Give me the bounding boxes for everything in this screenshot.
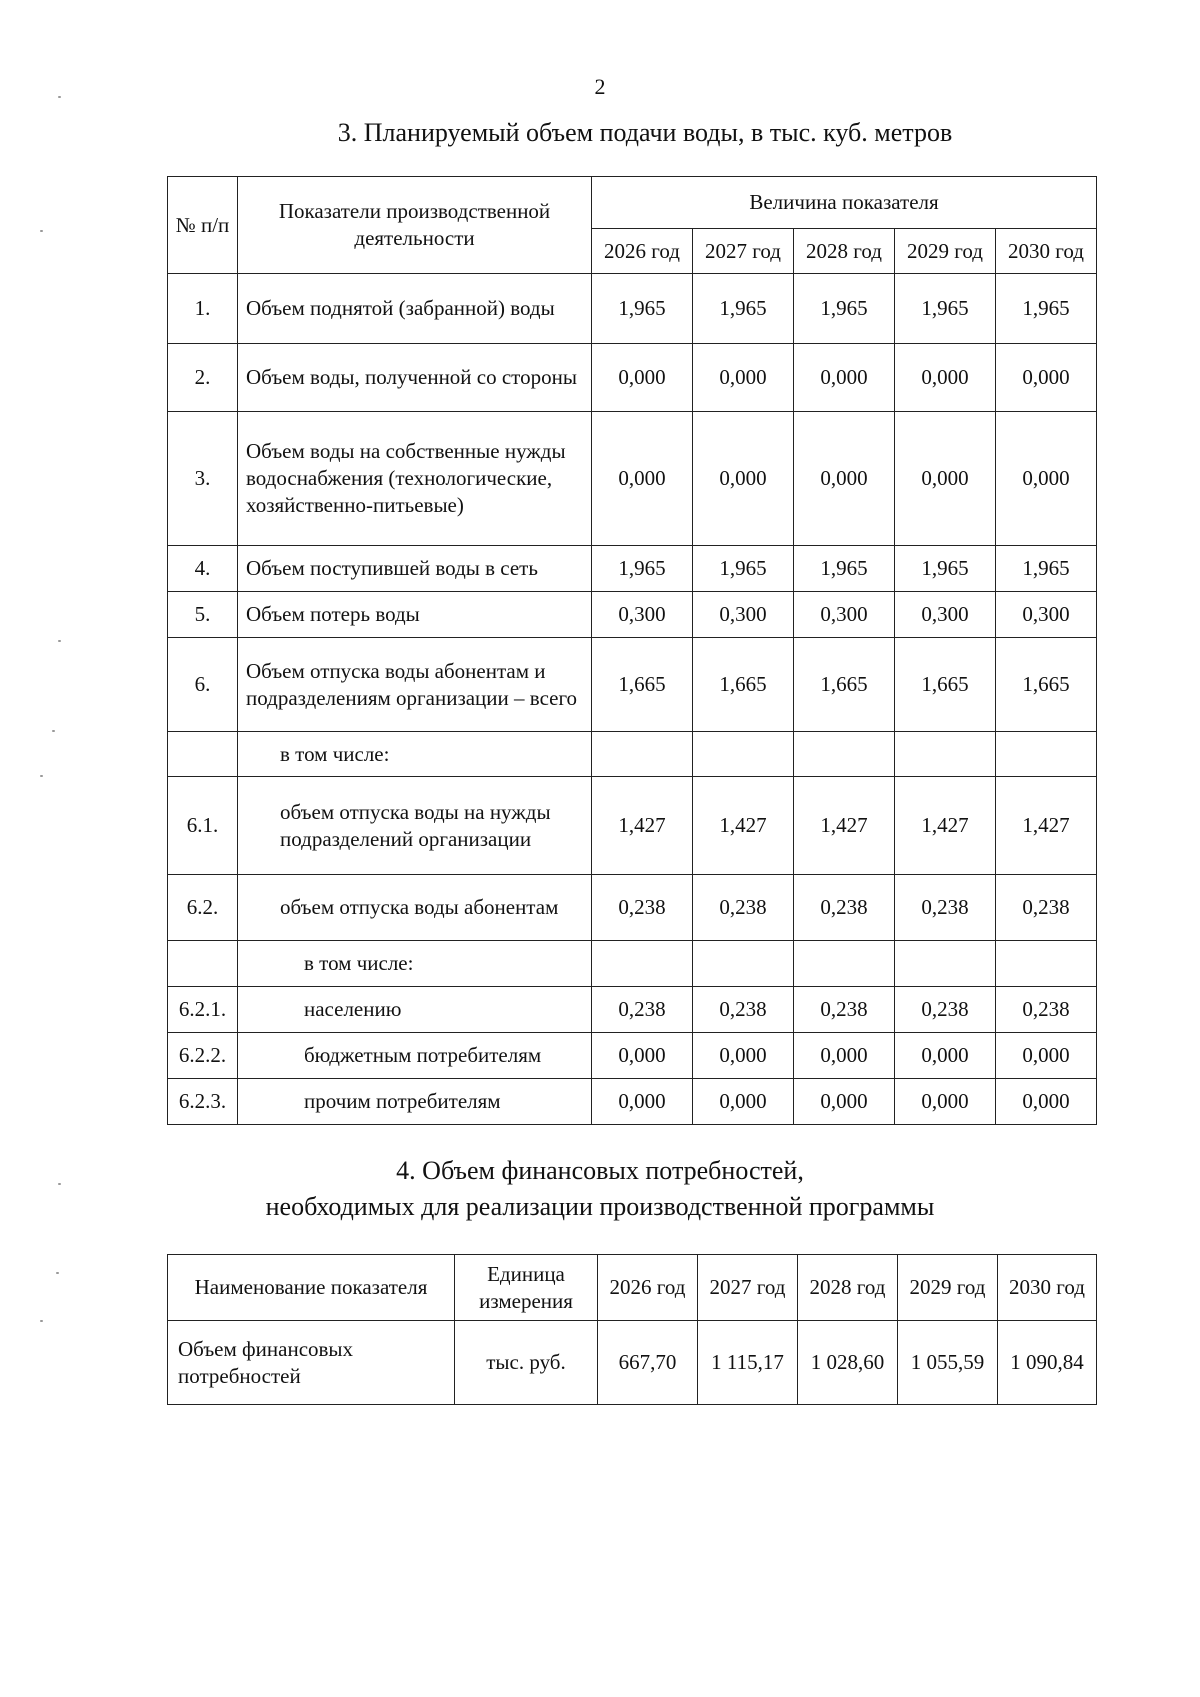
row-num [168, 732, 238, 777]
row-name: Объем потерь воды [238, 592, 592, 638]
row-name: Объем поступившей воды в сеть [238, 546, 592, 592]
row-value: 0,000 [996, 412, 1097, 546]
row-value: 0,000 [996, 1033, 1097, 1079]
row-value: 0,000 [895, 412, 996, 546]
section-4-title-line-2: необходимых для реализации производственной программы [265, 1192, 935, 1221]
row-value: 0,238 [794, 875, 895, 941]
row-value: 0,000 [895, 1033, 996, 1079]
row-num: 6.1. [168, 777, 238, 875]
scan-speck [58, 96, 61, 98]
row-name: бюджетным потребителям [238, 1033, 592, 1079]
scan-speck [40, 230, 43, 232]
row-value: 0,238 [693, 987, 794, 1033]
table-row [168, 638, 1097, 732]
header-year: 2028 год [794, 229, 895, 274]
row-value: 0,000 [693, 412, 794, 546]
row-name: Объем поднятой (забранной) воды [238, 274, 592, 344]
header-num: № п/п [168, 177, 238, 274]
row-value [693, 732, 794, 777]
row-value: 0,238 [592, 875, 693, 941]
table-row [168, 412, 1097, 546]
scan-speck [58, 1183, 61, 1185]
table-row [168, 344, 1097, 412]
row-value: 0,000 [592, 1079, 693, 1125]
section-4-title [0, 1153, 1200, 1225]
row-num: 3. [168, 412, 238, 546]
section-3-title: 3. Планируемый объем подачи воды, в тыс. куб. метров [337, 118, 953, 147]
row-num: 2. [168, 344, 238, 412]
row-value: 1,665 [895, 638, 996, 732]
page-number: 2 [594, 74, 606, 99]
row-value: 0,238 [592, 987, 693, 1033]
row-value: 1,965 [592, 274, 693, 344]
row-value: 0,300 [794, 592, 895, 638]
row-value: 0,000 [592, 1033, 693, 1079]
row-name: в том числе: [238, 941, 592, 987]
row-value [794, 732, 895, 777]
row-value [996, 941, 1097, 987]
row-value: 1,427 [693, 777, 794, 875]
header-year: 2026 год [598, 1255, 698, 1321]
header-unit: Единица измерения [455, 1255, 598, 1321]
row-value: 0,238 [895, 875, 996, 941]
row-value: 0,000 [794, 1079, 895, 1125]
header-year: 2027 год [698, 1255, 798, 1321]
row-value: 0,300 [996, 592, 1097, 638]
header-year: 2029 год [895, 229, 996, 274]
row-value: 0,300 [895, 592, 996, 638]
scan-speck [56, 1272, 59, 1274]
row-value: 1,965 [895, 546, 996, 592]
row-num: 1. [168, 274, 238, 344]
table-row [168, 777, 1097, 875]
row-unit: тыс. руб. [455, 1321, 598, 1405]
table-row [168, 941, 1097, 987]
header-year: 2028 год [798, 1255, 898, 1321]
row-value: 1,427 [895, 777, 996, 875]
row-value: 1,965 [693, 546, 794, 592]
row-name: Объем отпуска воды абонентам и подразделениям организации – всего [238, 638, 592, 732]
row-value: 0,000 [693, 1079, 794, 1125]
header-year: 2029 год [898, 1255, 998, 1321]
row-value: 1,965 [794, 546, 895, 592]
row-name: Объем воды на собственные нужды водоснабжения (технологические, хозяйственно-питьевые) [238, 412, 592, 546]
row-value: 1,427 [794, 777, 895, 875]
table-row [168, 732, 1097, 777]
header-year: 2030 год [996, 229, 1097, 274]
row-value: 1,965 [996, 546, 1097, 592]
row-value: 0,000 [895, 1079, 996, 1125]
header-name: Наименование показателя [168, 1255, 455, 1321]
water-supply-table [167, 176, 1097, 1125]
row-name: объем отпуска воды на нужды подразделений организации [238, 777, 592, 875]
row-value: 1,965 [592, 546, 693, 592]
row-value: 0,238 [693, 875, 794, 941]
row-value: 0,000 [996, 344, 1097, 412]
row-value: 1,427 [996, 777, 1097, 875]
financial-needs-table [167, 1254, 1097, 1405]
row-name: Объем финансовых потребностей [168, 1321, 455, 1405]
row-value: 1,665 [794, 638, 895, 732]
table-row [168, 987, 1097, 1033]
row-value: 0,300 [592, 592, 693, 638]
table-row [168, 546, 1097, 592]
table-row [168, 592, 1097, 638]
row-value: 1 115,17 [698, 1321, 798, 1405]
row-value: 0,000 [592, 344, 693, 412]
row-value: 0,300 [693, 592, 794, 638]
row-value: 0,000 [592, 412, 693, 546]
header-value-group: Величина показателя [592, 177, 1097, 229]
row-num: 5. [168, 592, 238, 638]
table-row [168, 1321, 1097, 1405]
scan-speck [40, 1320, 43, 1322]
row-num: 6. [168, 638, 238, 732]
scan-speck [52, 730, 55, 732]
row-num: 6.2.2. [168, 1033, 238, 1079]
header-year: 2026 год [592, 229, 693, 274]
row-value [996, 732, 1097, 777]
table-row [168, 274, 1097, 344]
row-value: 1,965 [693, 274, 794, 344]
header-year: 2030 год [998, 1255, 1097, 1321]
table-row [168, 1079, 1097, 1125]
row-value [895, 941, 996, 987]
row-value: 0,000 [794, 412, 895, 546]
row-name: Объем воды, полученной со стороны [238, 344, 592, 412]
row-value: 0,000 [996, 1079, 1097, 1125]
row-value: 667,70 [598, 1321, 698, 1405]
scan-speck [58, 640, 61, 642]
row-value [794, 941, 895, 987]
row-value: 0,238 [996, 987, 1097, 1033]
row-num: 4. [168, 546, 238, 592]
row-value: 1,965 [996, 274, 1097, 344]
row-value: 1,965 [895, 274, 996, 344]
scan-speck [40, 775, 43, 777]
row-value: 1,427 [592, 777, 693, 875]
row-value: 1 028,60 [798, 1321, 898, 1405]
header-indicator: Показатели производственной деятельности [238, 177, 592, 274]
row-value: 1,665 [996, 638, 1097, 732]
row-name: прочим потребителям [238, 1079, 592, 1125]
row-value [592, 941, 693, 987]
row-value [693, 941, 794, 987]
row-name: объем отпуска воды абонентам [238, 875, 592, 941]
row-name: населению [238, 987, 592, 1033]
row-value: 0,000 [895, 344, 996, 412]
row-value [895, 732, 996, 777]
row-value: 1,665 [693, 638, 794, 732]
header-year: 2027 год [693, 229, 794, 274]
row-value: 0,000 [693, 344, 794, 412]
row-num [168, 941, 238, 987]
row-num: 6.2. [168, 875, 238, 941]
row-value: 0,000 [794, 344, 895, 412]
row-value [592, 732, 693, 777]
row-value: 1 055,59 [898, 1321, 998, 1405]
row-value: 0,000 [693, 1033, 794, 1079]
row-value: 1,665 [592, 638, 693, 732]
row-name: в том числе: [238, 732, 592, 777]
row-value: 1,965 [794, 274, 895, 344]
row-value: 0,238 [895, 987, 996, 1033]
section-4-title-line-1: 4. Объем финансовых потребностей, [396, 1156, 804, 1185]
row-value: 0,000 [794, 1033, 895, 1079]
row-value: 0,238 [794, 987, 895, 1033]
row-value: 1 090,84 [998, 1321, 1097, 1405]
table-row [168, 1033, 1097, 1079]
table-row [168, 875, 1097, 941]
row-num: 6.2.1. [168, 987, 238, 1033]
row-num: 6.2.3. [168, 1079, 238, 1125]
row-value: 0,238 [996, 875, 1097, 941]
